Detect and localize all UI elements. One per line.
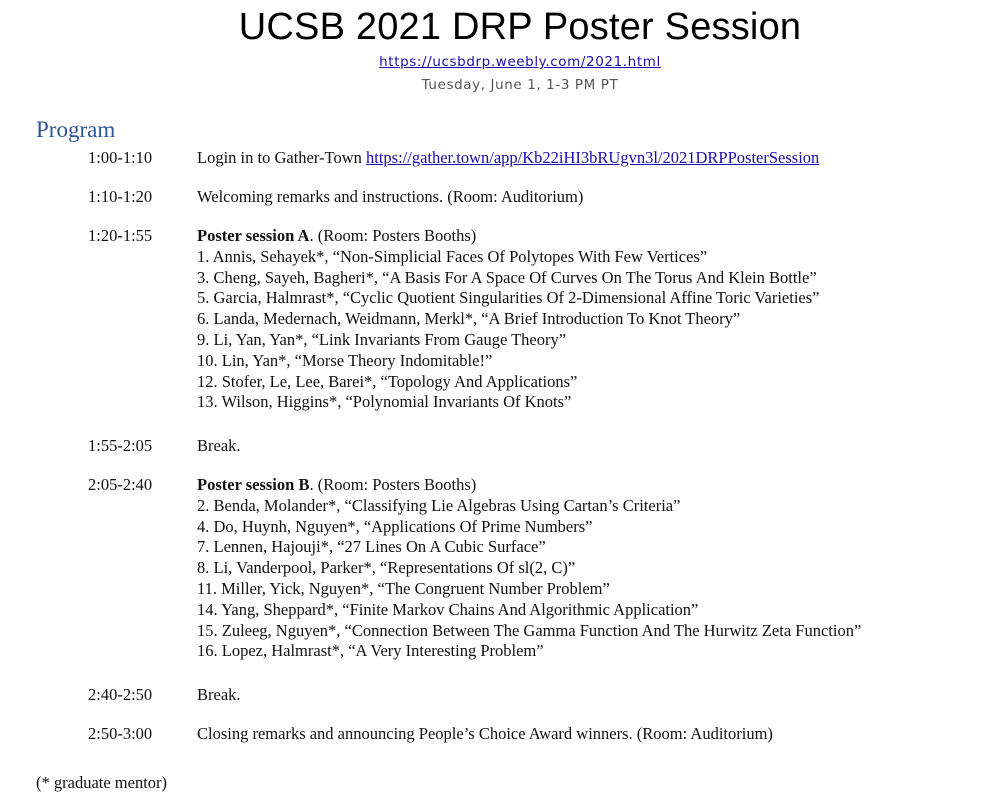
session-b-block [197, 475, 997, 662]
poster-item: 11. Miller, Yick, Nguyen*, “The Congruent Number Problem” [197, 578, 610, 598]
time-slot: 2:40-2:50 [88, 685, 153, 704]
time-slot: 1:55-2:05 [88, 436, 153, 455]
poster-item: 16. Lopez, Halmrast*, “A Very Interesting Problem” [197, 641, 544, 661]
login-label: Login in to Gather-Town [197, 148, 366, 167]
poster-item: 4. Do, Huynh, Nguyen*, “Applications Of Prime Numbers” [197, 516, 593, 536]
poster-item: 3. Cheng, Sayeh, Bagheri*, “A Basis For A Space Of Curves On The Torus And Klein Bottle” [197, 267, 817, 287]
poster-item: 12. Stofer, Le, Lee, Barei*, “Topology And Applications” [197, 371, 578, 391]
poster-item: 9. Li, Yan, Yan*, “Link Invariants From Gauge Theory” [197, 329, 567, 349]
poster-item: 13. Wilson, Higgins*, “Polynomial Invariants Of Knots” [197, 392, 572, 412]
time-slot: 1:20-1:55 [88, 226, 153, 245]
program-heading: Program [36, 117, 116, 142]
session-a-room: . (Room: Posters Booths) [309, 226, 477, 245]
session-a-block [197, 226, 997, 413]
time-slot: 1:10-1:20 [88, 187, 153, 206]
time-slot: 2:05-2:40 [88, 475, 153, 494]
welcome-text: Welcoming remarks and instructions. (Room: Auditorium) [197, 187, 584, 206]
poster-item: 2. Benda, Molander*, “Classifying Lie Algebras Using Cartan’s Criteria” [197, 495, 681, 515]
time-slot: 1:00-1:10 [88, 148, 153, 167]
break-text: Break. [197, 436, 241, 455]
session-b-label: Poster session B [197, 475, 310, 494]
poster-item: 10. Lin, Yan*, “Morse Theory Indomitable!” [197, 350, 493, 370]
session-a-label: Poster session A [197, 226, 310, 245]
session-b-title [197, 475, 997, 496]
session-b-room: . (Room: Posters Booths) [309, 475, 477, 494]
poster-item: 6. Landa, Medernach, Weidmann, Merkl*, “A Brief Introduction To Knot Theory” [197, 309, 741, 329]
time-slot: 2:50-3:00 [88, 724, 153, 743]
poster-item: 14. Yang, Sheppard*, “Finite Markov Chains And Algorithmic Application” [197, 599, 699, 619]
poster-item: 1. Annis, Sehayek*, “Non-Simplicial Faces Of Polytopes With Few Vertices” [197, 246, 708, 266]
session-a-title [197, 226, 997, 247]
closing-text: Closing remarks and announcing People’s Choice Award winners. (Room: Auditorium) [197, 724, 773, 743]
break-text: Break. [197, 685, 241, 704]
poster-item: 15. Zuleeg, Nguyen*, “Connection Between The Gamma Function And The Hurwitz Zeta Function” [197, 620, 862, 640]
page-title: UCSB 2021 DRP Poster Session [238, 6, 802, 48]
footnote: (* graduate mentor) [36, 773, 168, 792]
event-date: Tuesday, June 1, 1-3 PM PT [421, 77, 619, 93]
login-text [197, 148, 997, 169]
poster-item: 5. Garcia, Halmrast*, “Cyclic Quotient Singularities Of 2-Dimensional Affine Toric Varieties” [197, 288, 820, 308]
poster-item: 7. Lennen, Hajouji*, “27 Lines On A Cubic Surface” [197, 537, 546, 557]
gather-town-link[interactable]: https://gather.town/app/Kb22iHI3bRUgvn3l/2021DRPPosterSession [365, 148, 820, 167]
event-website-link[interactable]: https://ucsbdrp.weebly.com/2021.html [379, 54, 661, 70]
poster-item: 8. Li, Vanderpool, Parker*, “Representations Of sl(2, C)” [197, 558, 576, 578]
